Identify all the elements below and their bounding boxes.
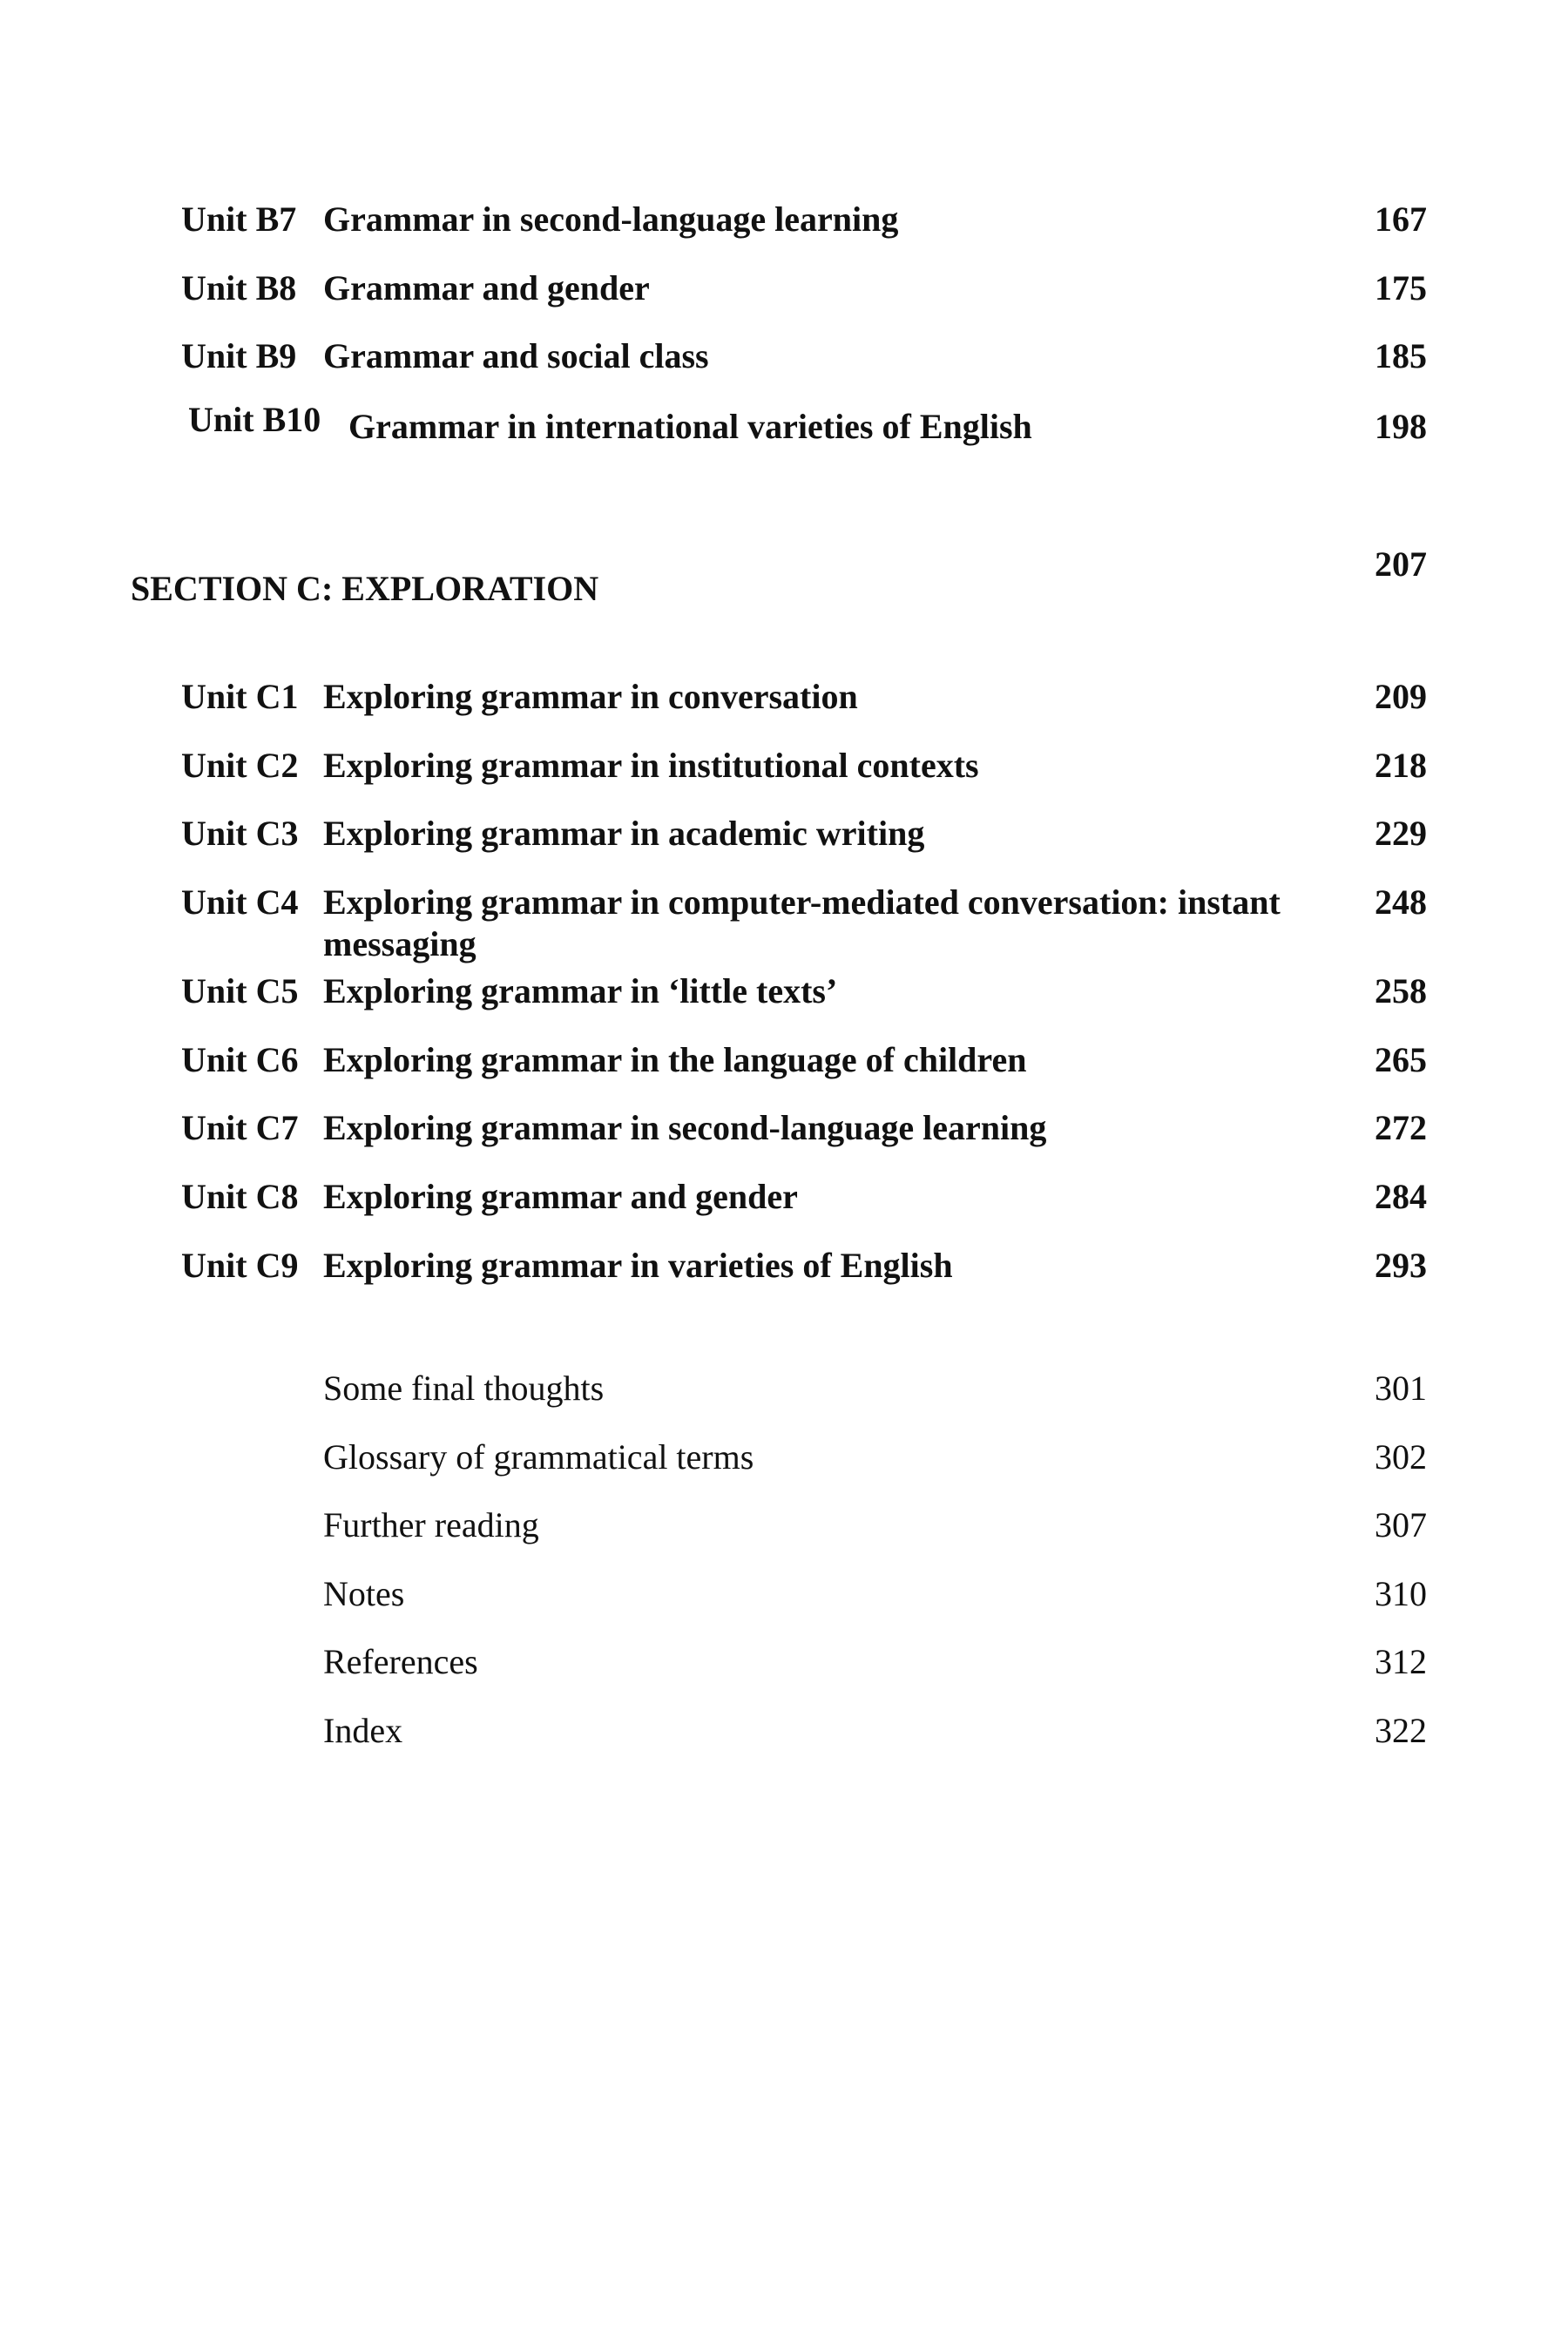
unit-title: Exploring grammar in institutional contexts [323, 746, 979, 785]
unit-label: Unit C1 [181, 677, 299, 716]
unit-label: Unit C5 [181, 971, 299, 1010]
page-number: 322 [1375, 1711, 1427, 1750]
matter-title: Further reading [323, 1505, 539, 1544]
toc-entry-references[interactable] [0, 1642, 1568, 1723]
page-number: 272 [1375, 1108, 1427, 1147]
toc-entry-final-thoughts[interactable] [0, 1371, 1568, 1450]
page-number: 175 [1375, 268, 1427, 308]
matter-title: References [323, 1642, 478, 1681]
page-number: 198 [1375, 407, 1427, 446]
unit-label: Unit B7 [181, 199, 297, 239]
matter-title: Glossary of grammatical terms [323, 1437, 754, 1477]
unit-title: Exploring grammar in computer-mediated conversation: instant messaging [323, 882, 1281, 963]
toc-entry-unit-c9[interactable] [0, 1248, 1568, 1327]
page-number: 207 [1375, 544, 1427, 584]
matter-title: Notes [323, 1574, 405, 1613]
toc-entry-unit-b10[interactable] [0, 400, 1568, 484]
page-number: 258 [1375, 971, 1427, 1010]
unit-label: Unit C3 [181, 814, 299, 853]
unit-label: Unit B9 [181, 336, 297, 375]
unit-title: Exploring grammar in conversation [323, 677, 858, 716]
page-number: 293 [1375, 1246, 1427, 1285]
toc-entry-notes[interactable] [0, 1574, 1568, 1655]
unit-title: Exploring grammar in varieties of English [323, 1246, 953, 1285]
unit-title: Grammar and social class [323, 336, 709, 375]
page-number: 185 [1375, 336, 1427, 375]
page-number: 302 [1375, 1437, 1427, 1477]
page-number: 167 [1375, 199, 1427, 239]
toc-section-c-heading[interactable] [0, 544, 1568, 625]
page-number: 310 [1375, 1574, 1427, 1613]
unit-label: Unit B8 [181, 268, 297, 308]
unit-title: Exploring grammar in ‘little texts’ [323, 971, 838, 1010]
toc-entry-unit-c4[interactable] [0, 882, 1568, 981]
unit-title: Exploring grammar in second-language learning [323, 1108, 1047, 1147]
page-number: 229 [1375, 814, 1427, 853]
matter-title: Index [323, 1711, 403, 1750]
unit-title: Exploring grammar and gender [323, 1177, 798, 1216]
toc-entry-index[interactable] [0, 1713, 1568, 1792]
page-number: 248 [1375, 882, 1427, 922]
unit-label: Unit B10 [188, 400, 321, 439]
page-number: 265 [1375, 1040, 1427, 1079]
page-number: 312 [1375, 1642, 1427, 1681]
unit-label: Unit C2 [181, 746, 299, 785]
section-title: SECTION C: EXPLORATION [131, 569, 599, 608]
page-number: 284 [1375, 1177, 1427, 1216]
unit-label: Unit C7 [181, 1108, 299, 1147]
unit-label: Unit C4 [181, 882, 299, 922]
unit-title: Grammar in international varieties of English [348, 407, 1032, 446]
unit-label: Unit C9 [181, 1246, 299, 1285]
unit-label: Unit C8 [181, 1177, 299, 1216]
page-number: 301 [1375, 1369, 1427, 1408]
unit-title: Exploring grammar in academic writing [323, 814, 925, 853]
page-number: 209 [1375, 677, 1427, 716]
unit-label: Unit C6 [181, 1040, 299, 1079]
unit-title: Exploring grammar in the language of children [323, 1040, 1027, 1079]
toc-entry-glossary[interactable] [0, 1437, 1568, 1518]
toc-entry-further-reading[interactable] [0, 1505, 1568, 1586]
matter-title: Some final thoughts [323, 1369, 605, 1408]
unit-title: Grammar and gender [323, 268, 650, 308]
page-number: 218 [1375, 746, 1427, 785]
unit-title: Grammar in second-language learning [323, 199, 899, 239]
page-number: 307 [1375, 1505, 1427, 1544]
